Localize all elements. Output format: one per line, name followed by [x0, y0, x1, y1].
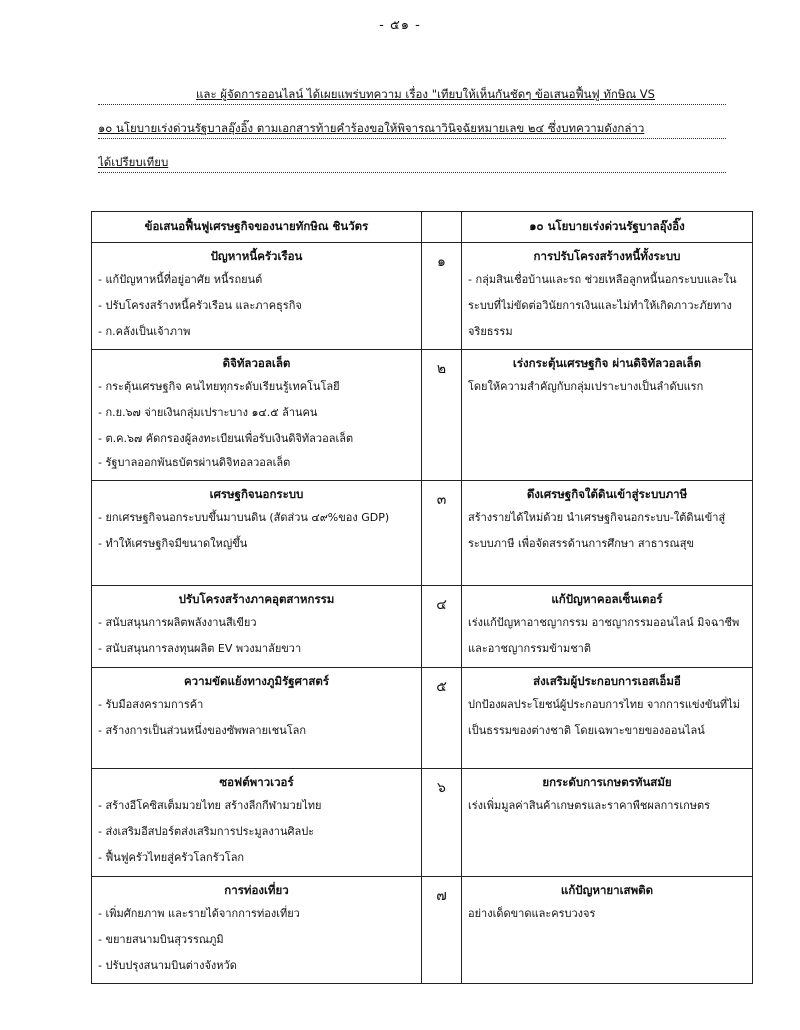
left-topic-title: ความขัดแย้งทางภูมิรัฐศาสตร์: [183, 674, 330, 688]
row-right-cell: [462, 350, 753, 481]
table-row: [92, 350, 753, 481]
left-topic-title: ซอฟต์พาวเวอร์: [219, 775, 294, 789]
header-right: ๑๐ นโยบายเร่งด่วนรัฐบาลอุ๊งอิ๊ง: [462, 212, 753, 243]
left-bullet-item: - รัฐบาลออกพันธบัตรผ่านดิจิทอลวอลเล็ต: [98, 456, 291, 469]
right-policy-description: อย่างเด็ดขาดและครบวงจร: [468, 907, 596, 920]
row-number: ๕: [422, 668, 462, 769]
left-topic-title: ปัญหาหนี้ครัวเรือน: [210, 249, 303, 263]
left-topic-title: ปรับโครงสร้างภาคอุตสาหกรรม: [178, 592, 335, 606]
page-number: - ๕๑ -: [379, 18, 421, 33]
left-topic-title: ดิจิทัลวอลเล็ต: [222, 356, 291, 370]
row-number: ๒: [422, 350, 462, 481]
row-right-cell: [462, 586, 753, 668]
left-bullet-item: - แก้ปัญหาหนี้ที่อยู่อาศัย หนี้รถยนต์: [98, 273, 263, 286]
left-bullet-item: - สร้างอีโคซิสเต็มมวยไทย สร้างลีกกีฬามวยไทย: [98, 799, 322, 812]
right-policy-description: โดยให้ความสำคัญกับกลุ่มเปราะบางเป็นลำดับแรก: [468, 380, 704, 393]
right-policy-description: - กลุ่มสินเชื่อบ้านและรถ ช่วยเหลือลูกหนี้นอกระบบและในระบบที่ไม่ขัดต่อวินัยการเงินและไม่ทำให้เกิดภาวะภัยทางจริยธรรม: [468, 273, 737, 338]
right-policy-title: ดึงเศรษฐกิจใต้ดินเข้าสู่ระบบภาษี: [526, 487, 688, 501]
intro-line-2: ๑๐ นโยบายเร่งด่วนรัฐบาลอุ๊งอิ๊ง ตามเอกสารท้ายคำร้องขอให้พิจารณาวินิจฉัยหมายเลข ๒๔ ซึ่งบทความดังกล่าว: [98, 120, 726, 139]
left-bullet-item: - ต.ค.๖๗ คัดกรองผู้ลงทะเบียนเพื่อรับเงินดิจิทัลวอลเล็ต: [98, 432, 354, 445]
row-left-cell: [92, 877, 422, 984]
intro-line-1: และ ผู้จัดการออนไลน์ ได้เผยแพร่บทความ เรื่อง "เทียบให้เห็นกันชัดๆ ข้อเสนอฟื้นฟู ทักษิณ VS: [98, 86, 726, 105]
table-row: [92, 877, 753, 984]
left-bullet-item: - เพิ่มศักยภาพ และรายได้จากการท่องเที่ยว: [98, 907, 300, 920]
left-bullet-item: - สนับสนุนการผลิตพลังงานสีเขียว: [98, 616, 257, 629]
row-left-cell: [92, 769, 422, 877]
left-bullet-item: - กระตุ้นเศรษฐกิจ คนไทยทุกระดับเรียนรู้เทคโนโลยี: [98, 380, 340, 393]
left-bullet-item: - รับมือสงครามการค้า: [98, 698, 204, 711]
right-policy-title: ส่งเสริมผู้ประกอบการเอสเอ็มอี: [533, 674, 681, 688]
left-bullet-item: - สร้างการเป็นส่วนหนึ่งของซัพพลายเชนโลก: [98, 724, 307, 737]
header-left: ข้อเสนอฟื้นฟูเศรษฐกิจของนายทักษิณ ชินวัตร: [92, 212, 422, 243]
left-topic-title: การท่องเที่ยว: [224, 883, 289, 897]
right-policy-description: ปกป้องผลประโยชน์ผู้ประกอบการไทย จากการแข่งขันที่ไม่เป็นธรรมของต่างชาติ โดยเฉพาะขายของออนไลน์: [468, 698, 740, 737]
left-bullet-item: - ขยายสนามบินสุวรรณภูมิ: [98, 933, 224, 946]
row-right-cell: [462, 243, 753, 350]
header-mid: [422, 212, 462, 243]
row-right-cell: [462, 877, 753, 984]
left-bullet-item: - ก.คลังเป็นเจ้าภาพ: [98, 325, 191, 338]
row-right-cell: [462, 481, 753, 586]
left-bullet-item: - ปรับปรุงสนามบินต่างจังหวัด: [98, 959, 237, 972]
left-topic-title: เศรษฐกิจนอกระบบ: [209, 487, 304, 501]
table-row: [92, 668, 753, 769]
table-header-row: [92, 212, 753, 243]
row-number: ๔: [422, 586, 462, 668]
row-number: ๑: [422, 243, 462, 350]
row-number: ๖: [422, 769, 462, 877]
right-policy-title: แก้ปัญหายาเสพติด: [560, 883, 654, 897]
right-policy-description: สร้างรายได้ใหม่ด้วย นำเศรษฐกิจนอกระบบ-ใต้ดินเข้าสู่ระบบภาษี เพื่อจัดสรรด้านการศึกษา สาธารณสุข: [468, 511, 726, 550]
left-bullet-item: - ฟื้นฟูครัวไทยสู่ครัวโลกรัวโลก: [98, 851, 245, 864]
row-left-cell: [92, 586, 422, 668]
left-bullet-item: - ส่งเสริมอีสปอร์ตส่งเสริมการประมูลงานศิลปะ: [98, 825, 315, 838]
row-number: ๓: [422, 481, 462, 586]
row-right-cell: [462, 769, 753, 877]
row-left-cell: [92, 350, 422, 481]
right-policy-title: แก้ปัญหาคอลเซ็นเตอร์: [551, 592, 663, 606]
left-bullet-item: - ปรับโครงสร้างหนี้ครัวเรือน และภาคธุรกิจ: [98, 299, 302, 312]
right-policy-title: ยกระดับการเกษตรทันสมัย: [542, 775, 672, 789]
table-row: [92, 769, 753, 877]
right-policy-title: เร่งกระตุ้นเศรษฐกิจ ผ่านดิจิทัลวอลเล็ต: [512, 356, 702, 370]
right-policy-description: เร่งแก้ปัญหาอาชญากรรม อาชญากรรมออนไลน์ มิจฉาชีพ และอาชญากรรมข้ามชาติ: [468, 616, 740, 655]
table-row: [92, 586, 753, 668]
left-bullet-item: - ทำให้เศรษฐกิจมีขนาดใหญ่ขึ้น: [98, 537, 248, 550]
row-right-cell: [462, 668, 753, 769]
left-bullet-item: - สนับสนุนการลงทุนผลิต EV พวงมาลัยขวา: [98, 642, 302, 655]
row-left-cell: [92, 243, 422, 350]
comparison-table: [91, 211, 752, 984]
row-number: ๗: [422, 877, 462, 984]
row-left-cell: [92, 668, 422, 769]
table-row: [92, 481, 753, 586]
row-left-cell: [92, 481, 422, 586]
table-row: [92, 243, 753, 350]
right-policy-description: เร่งเพิ่มมูลค่าสินค้าเกษตรและราคาพืชผลการเกษตร: [468, 799, 711, 812]
left-bullet-item: - ยกเศรษฐกิจนอกระบบขึ้นมาบนดิน (สัดส่วน ๔๙%ของ GDP): [98, 511, 390, 524]
left-bullet-item: - ก.ย.๖๗ จ่ายเงินกลุ่มเปราะบาง ๑๔.๕ ล้านคน: [98, 406, 318, 419]
right-policy-title: การปรับโครงสร้างหนี้ทั้งระบบ: [533, 249, 681, 263]
intro-line-3: ได้เปรียบเทียบ: [98, 154, 726, 173]
